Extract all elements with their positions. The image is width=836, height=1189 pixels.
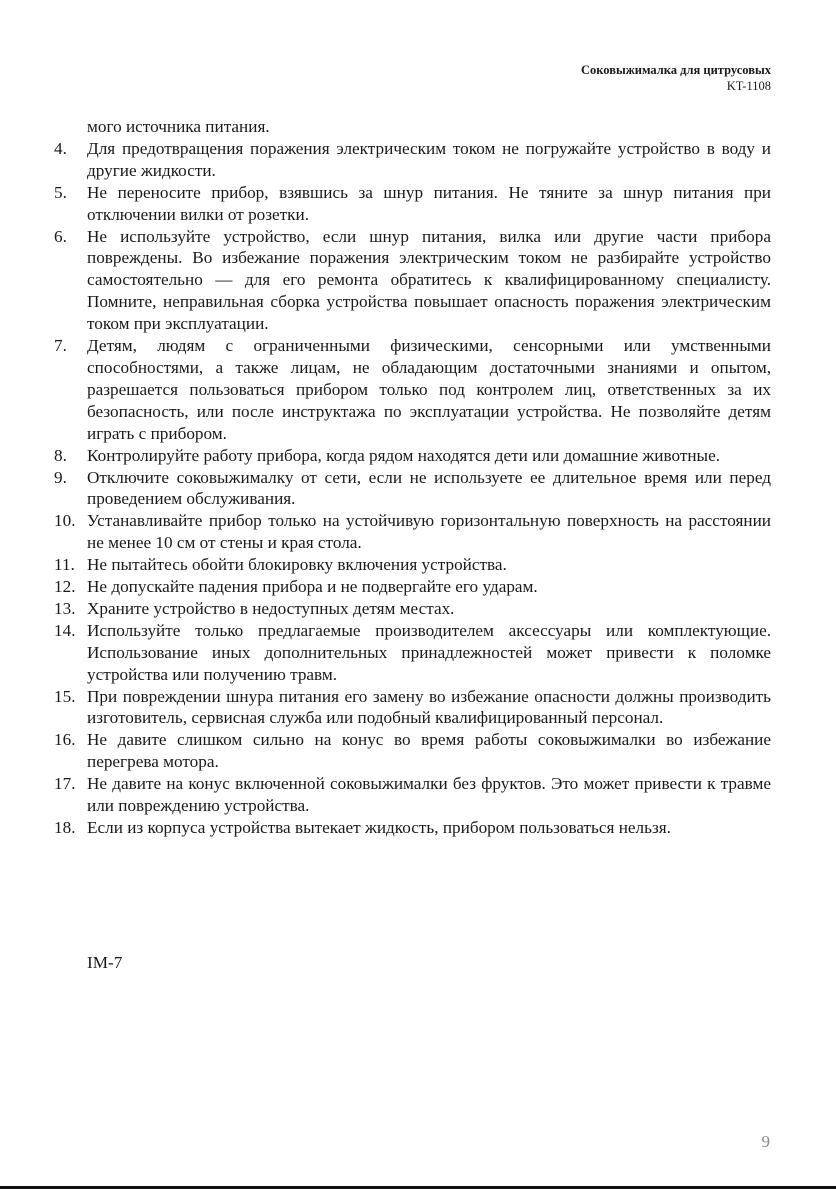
manual-id: IM-7 — [87, 953, 123, 972]
list-item — [54, 576, 771, 598]
list-item — [54, 445, 771, 467]
item-text: При повреждении шнура питания его замену во избежание опасности должны производить изготовитель, сервисная служба или подобный квалифицированный персонал. — [87, 686, 771, 728]
item-number: 15. — [54, 686, 76, 706]
list-item — [54, 620, 771, 686]
list-item — [54, 467, 771, 511]
item-number: 8. — [54, 445, 67, 465]
list-item — [54, 182, 771, 226]
item-text: Устанавливайте прибор только на устойчивую горизонтальную поверхность на расстоянии не менее 10 см от стены и края стола. — [87, 511, 771, 553]
item-number: 10. — [54, 511, 76, 531]
page-number: 9 — [761, 1132, 770, 1151]
item-number: 5. — [54, 182, 67, 202]
item-text: Для предотвращения поражения электрическим током не погружайте устройство в воду и другие жидкости. — [87, 138, 771, 180]
item-number: 16. — [54, 730, 76, 750]
item-text: Используйте только предлагаемые производителем аксессуары или комплектующие. Использование иных дополнительных принадлежностей может привести к поломке устройства или получению травм. — [87, 620, 771, 684]
item-number: 18. — [54, 818, 76, 837]
item-text: Детям, людям с ограниченными физическими, сенсорными или умственными способностями, а также лицам, не обладающим достаточными знаниями и опытом, разрешается пользоваться прибором только под контролем лиц, ответственных за их безопасность, или после инструктажа по эксплуатации устройства. Не позволяйте детям играть с прибором. — [87, 336, 771, 443]
item-number: 7. — [54, 336, 67, 356]
item-text: Не пытайтесь обойти блокировку включения устройства. — [87, 555, 507, 575]
item-number: 14. — [54, 620, 76, 640]
list-item — [54, 773, 771, 817]
item-text: Контролируйте работу прибора, когда рядом находятся дети или домашние животные. — [87, 445, 721, 465]
item-number: 12. — [54, 577, 76, 597]
item-text: Не давите слишком сильно на конус во время работы соковыжималки во избежание перегрева мотора. — [87, 730, 771, 772]
list-item — [54, 226, 771, 336]
list-item — [54, 598, 771, 620]
item-number: 17. — [54, 774, 76, 794]
item-text: Не используйте устройство, если шнур питания, вилка или другие части прибора повреждены. Во избежание поражения электрическим током не разбирайте устройство самостоятельно — для его ремонта обратитесь к квалифицированному специалисту. Помните, неправильная сборка устройства повышает опасность поражения электрическим током при эксплуатации. — [87, 226, 771, 334]
list-item — [54, 335, 771, 445]
list-item — [54, 554, 771, 576]
item-text: Храните устройство в недоступных детям местах. — [87, 598, 455, 618]
list-item — [54, 686, 771, 730]
continued-text: мого источника питания. — [87, 117, 270, 136]
header-model-number: KT-1108 — [726, 79, 771, 93]
list-item — [54, 729, 771, 773]
list-item — [54, 817, 771, 839]
item-number: 4. — [54, 138, 67, 158]
header-product-name: Соковыжималка для цитрусовых — [580, 63, 771, 77]
item-number: 11. — [54, 555, 75, 575]
item-number: 6. — [54, 226, 67, 246]
list-item — [54, 510, 771, 554]
item-text: Не допускайте падения прибора и не подвергайте его ударам. — [87, 577, 538, 597]
item-text: Отключите соковыжималку от сети, если не используете ее длительное время или перед проведением обслуживания. — [87, 467, 771, 509]
item-text: Не давите на конус включенной соковыжималки без фруктов. Это может привести к травме или повреждению устройства. — [87, 774, 771, 816]
item-number: 13. — [54, 598, 76, 618]
running-header — [581, 62, 771, 94]
item-text: Если из корпуса устройства вытекает жидкость, прибором пользоваться нельзя. — [87, 818, 671, 837]
safety-instructions-list — [54, 116, 771, 839]
item-number: 9. — [54, 467, 67, 487]
item-text: Не переносите прибор, взявшись за шнур питания. Не тяните за шнур питания при отключении вилки от розетки. — [87, 182, 771, 224]
list-item — [54, 138, 771, 182]
